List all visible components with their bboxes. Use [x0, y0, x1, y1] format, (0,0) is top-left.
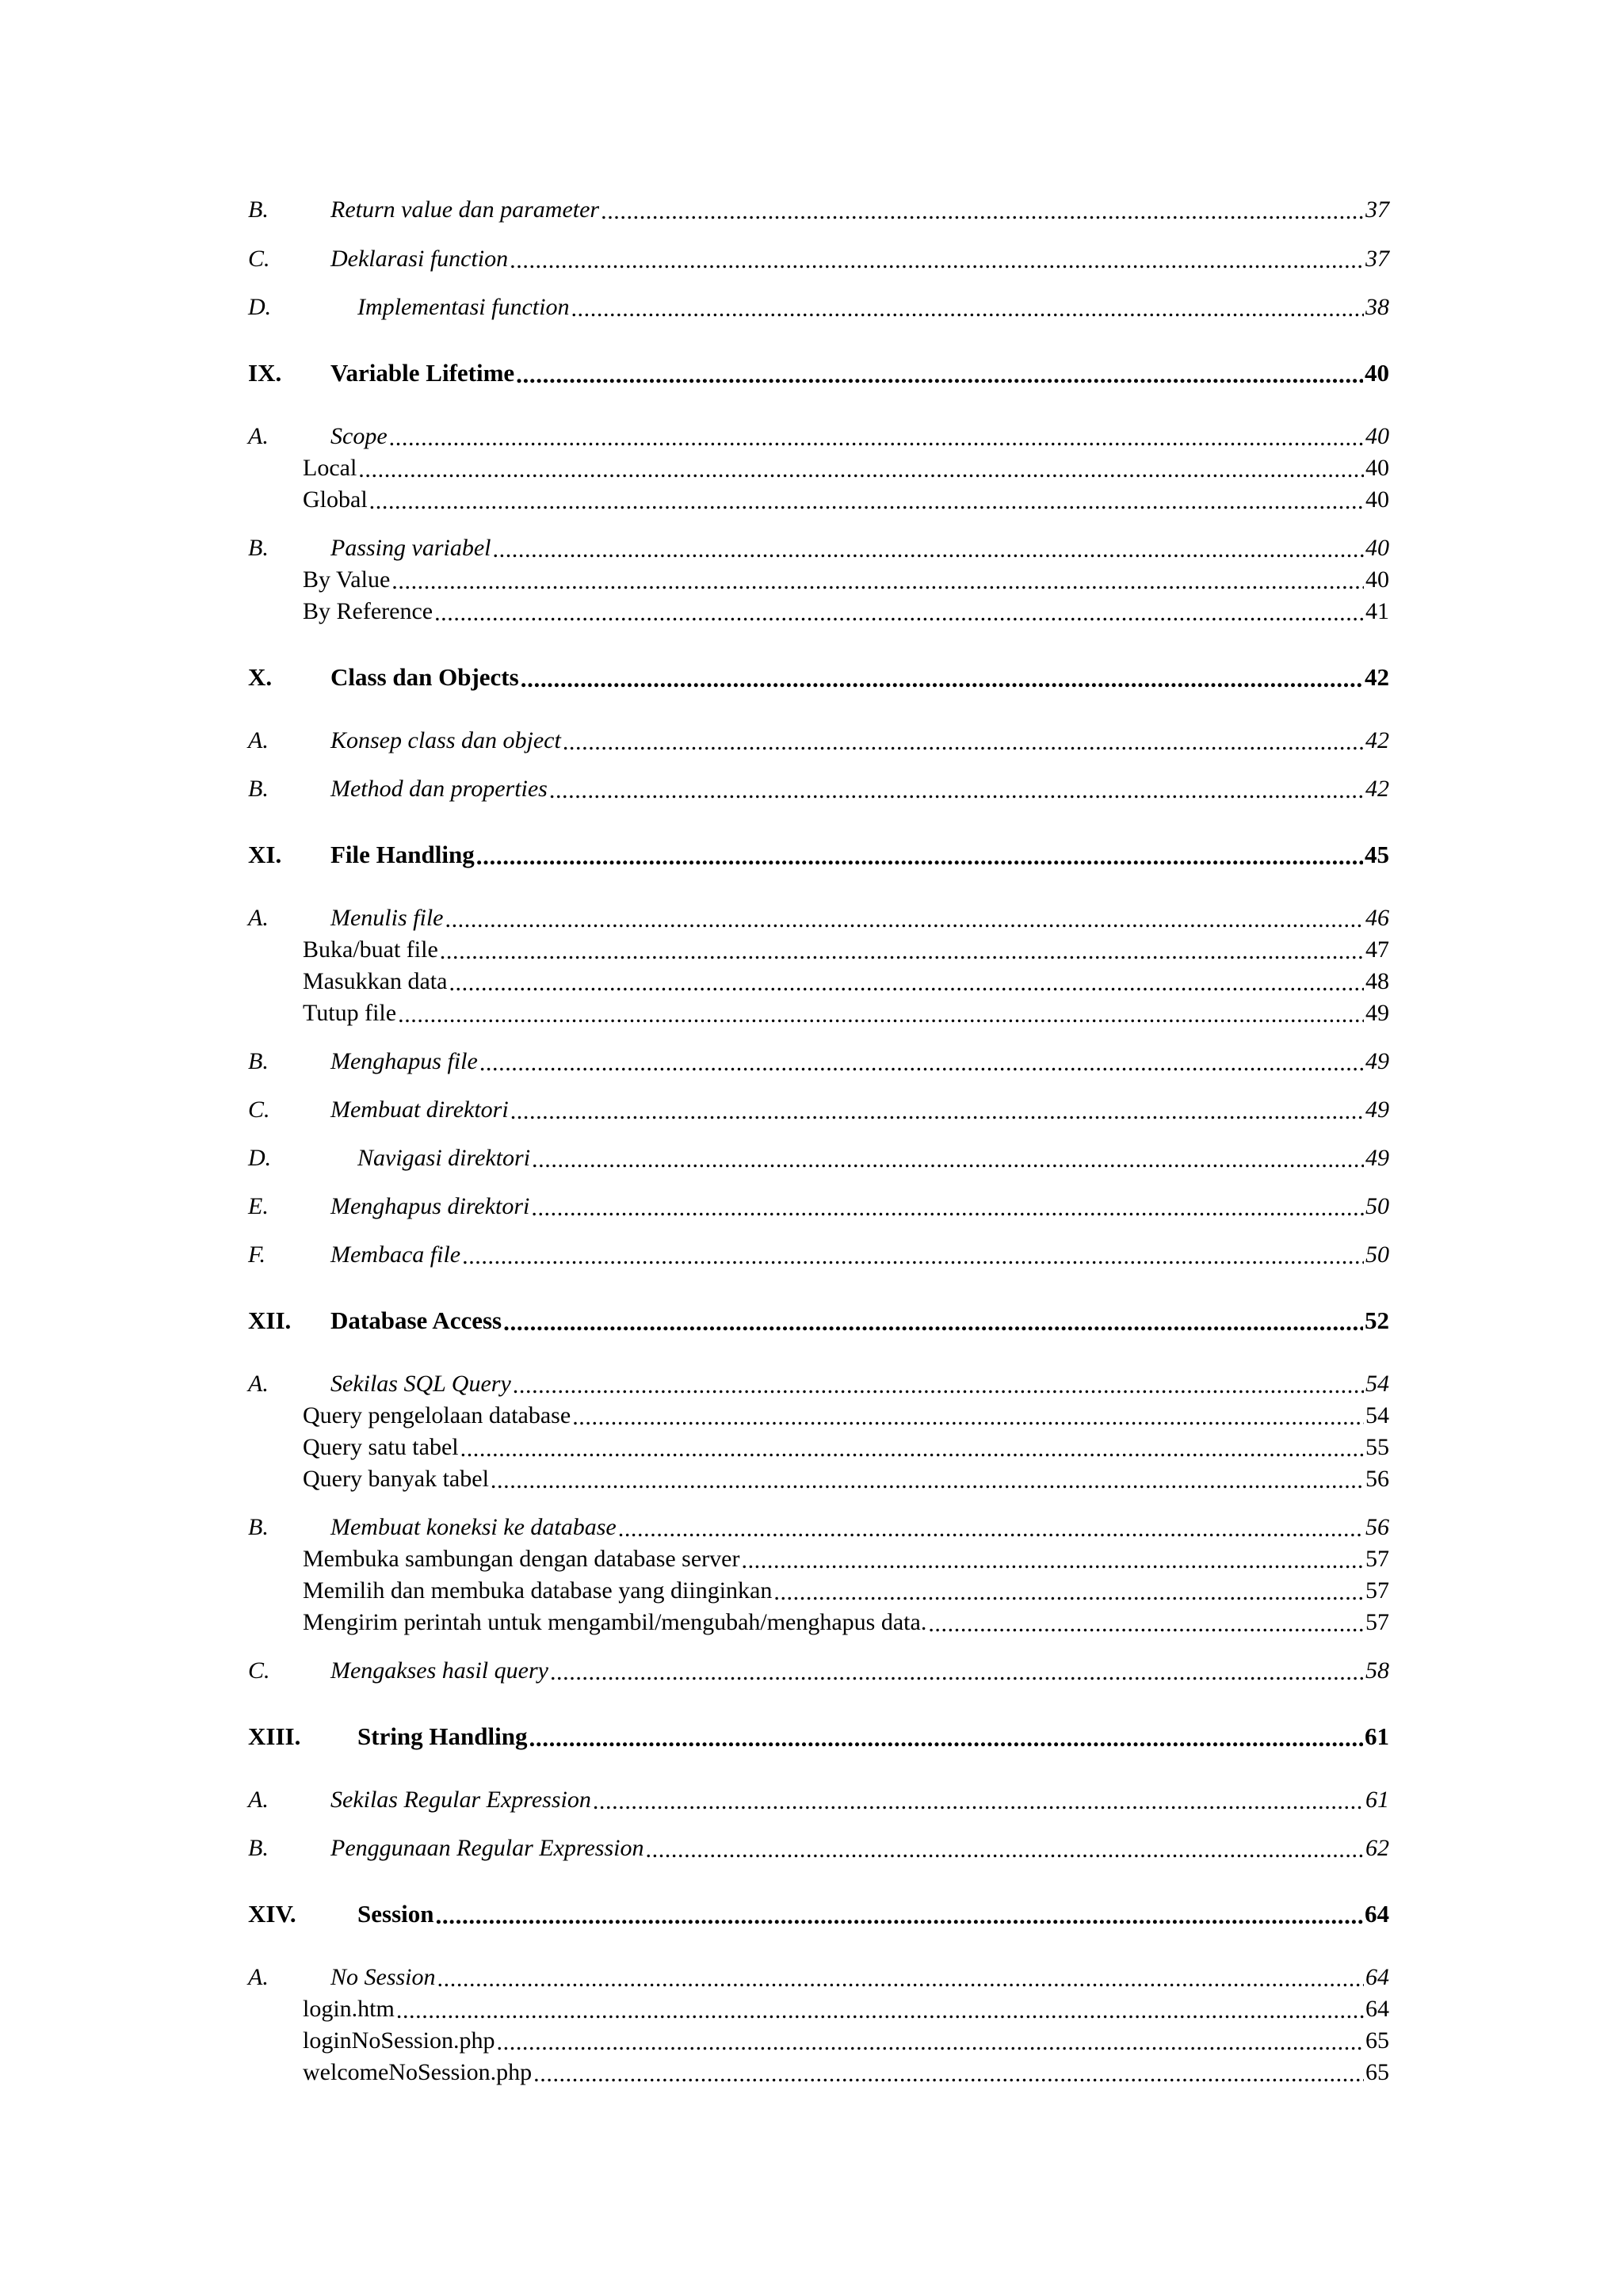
toc-entry-title: Deklarasi function	[330, 246, 509, 272]
toc-dot-leader	[503, 1308, 1363, 1333]
toc-section-entry	[248, 1145, 1389, 1172]
toc-entry-number: F.	[248, 1241, 265, 1268]
toc-subitem-entry	[303, 1434, 1389, 1461]
toc-entry-title: Menghapus file	[330, 1048, 478, 1074]
toc-section-entry	[248, 1964, 1389, 1991]
toc-entry-title: login.htm	[303, 1996, 395, 2022]
toc-dot-leader	[646, 1836, 1365, 1860]
toc-dot-leader	[532, 1146, 1364, 1170]
toc-page-number: 56	[1365, 1514, 1389, 1540]
toc-entry-number: B.	[248, 1835, 269, 1861]
toc-entry-title: Mengirim perintah untuk mengambil/mengubah/menghapus data.	[303, 1609, 927, 1635]
toc-chapter-entry	[248, 841, 1389, 869]
toc-subitem-entry	[303, 2027, 1389, 2054]
toc-entry-number: A.	[248, 423, 269, 449]
toc-page-number: 47	[1365, 936, 1389, 963]
toc-entry-number: B.	[248, 535, 269, 561]
toc-entry-title: Tutup file	[303, 1000, 397, 1026]
toc-page-number: 55	[1365, 1434, 1389, 1460]
toc-entry-title: Menghapus direktori	[330, 1193, 530, 1219]
toc-entry-number: B.	[248, 776, 269, 802]
toc-chapter-entry	[248, 663, 1389, 692]
toc-entry-title: No Session	[330, 1964, 436, 1990]
toc-entry-number: XIV.	[248, 1900, 296, 1928]
toc-subitem-entry	[303, 455, 1389, 482]
toc-entry-number: E.	[248, 1193, 269, 1219]
toc-dot-leader	[434, 600, 1364, 624]
toc-page-number: 42	[1365, 663, 1389, 691]
toc-page-number: 61	[1365, 1722, 1389, 1750]
toc-entry-title: loginNoSession.php	[303, 2027, 495, 2054]
toc-section-entry	[248, 1514, 1389, 1541]
toc-entry-title: Session	[357, 1900, 434, 1928]
toc-dot-leader	[435, 1901, 1363, 1926]
toc-page-number: 37	[1365, 246, 1389, 272]
toc-page-number: 50	[1365, 1241, 1389, 1268]
toc-entry-title: String Handling	[357, 1722, 528, 1750]
toc-entry-title: Local	[303, 455, 357, 481]
toc-subitem-entry	[303, 1996, 1389, 2023]
toc-entry-number: C.	[248, 1657, 270, 1684]
toc-dot-leader	[741, 1547, 1364, 1571]
toc-page-number: 40	[1365, 423, 1389, 449]
toc-dot-leader	[529, 1724, 1364, 1749]
toc-section-entry	[248, 1371, 1389, 1398]
toc-entry-number: B.	[248, 1514, 269, 1540]
toc-page-number: 58	[1365, 1657, 1389, 1684]
toc-dot-leader	[550, 1659, 1364, 1683]
toc-subitem-entry	[303, 968, 1389, 995]
toc-entry-number: A.	[248, 1964, 269, 1990]
toc-dot-leader	[389, 425, 1364, 448]
toc-dot-leader	[369, 488, 1364, 512]
toc-subitem-entry	[303, 598, 1389, 625]
toc-section-entry	[248, 727, 1389, 754]
toc-dot-leader	[773, 1579, 1364, 1603]
toc-subitem-entry	[303, 2059, 1389, 2086]
toc-dot-leader	[493, 536, 1365, 560]
toc-entry-title: Scope	[330, 423, 388, 449]
toc-entry-title: Membuka sambungan dengan database server	[303, 1546, 740, 1572]
toc-entry-title: Global	[303, 486, 368, 513]
toc-entry-title: Buka/buat file	[303, 936, 438, 963]
toc-page-number: 64	[1365, 1996, 1389, 2022]
toc-page-number: 64	[1365, 1900, 1389, 1928]
toc-page-number: 49	[1365, 1000, 1389, 1026]
toc-dot-leader	[618, 1516, 1364, 1539]
toc-section-entry	[248, 905, 1389, 932]
toc-entry-number: XII.	[248, 1306, 292, 1334]
toc-entry-number: C.	[248, 246, 270, 272]
toc-section-entry	[248, 776, 1389, 803]
toc-entry-number: A.	[248, 1371, 269, 1397]
toc-section-entry	[248, 1787, 1389, 1814]
toc-page-number: 42	[1365, 727, 1389, 753]
toc-entry-title: Menulis file	[330, 905, 444, 931]
toc-entry-title: Navigasi direktori	[357, 1145, 531, 1171]
toc-page-number: 40	[1365, 535, 1389, 561]
toc-page-number: 40	[1365, 486, 1389, 513]
toc-section-entry	[248, 1657, 1389, 1684]
toc-section-entry	[248, 423, 1389, 450]
toc-entry-title: welcomeNoSession.php	[303, 2059, 533, 2085]
toc-page-number: 61	[1365, 1787, 1389, 1813]
toc-dot-leader	[497, 2029, 1364, 2053]
toc-dot-leader	[928, 1611, 1364, 1634]
toc-dot-leader	[513, 1372, 1364, 1396]
toc-entry-number: X.	[248, 663, 273, 691]
toc-page-number: 45	[1365, 841, 1389, 868]
toc-dot-leader	[491, 1467, 1364, 1491]
toc-entry-title: Konsep class dan object	[330, 727, 561, 753]
toc-entry-title: Passing variabel	[330, 535, 491, 561]
toc-entry-number: D.	[248, 294, 272, 320]
toc-dot-leader	[462, 1243, 1364, 1267]
toc-dot-leader	[476, 842, 1363, 867]
toc-entry-title: Implementasi function	[357, 294, 570, 320]
toc-entry-title: Class dan Objects	[330, 663, 519, 691]
toc-page-number: 41	[1365, 598, 1389, 624]
toc-entry-number: IX.	[248, 359, 282, 387]
toc-page-number: 65	[1365, 2059, 1389, 2085]
toc-page-number: 49	[1365, 1097, 1389, 1123]
toc-dot-leader	[445, 906, 1364, 930]
toc-entry-title: Variable Lifetime	[330, 359, 515, 387]
toc-subitem-entry	[303, 1577, 1389, 1604]
toc-page-number: 40	[1365, 455, 1389, 481]
toc-dot-leader	[460, 1436, 1364, 1459]
toc-page-number: 57	[1365, 1577, 1389, 1604]
toc-dot-leader	[531, 1195, 1364, 1219]
toc-entry-title: By Value	[303, 566, 391, 593]
toc-subitem-entry	[303, 1466, 1389, 1493]
toc-page-number: 40	[1365, 359, 1389, 387]
toc-section-entry	[248, 246, 1389, 273]
toc-entry-title: Database Access	[330, 1306, 502, 1334]
toc-entry-title: Query banyak tabel	[303, 1466, 489, 1492]
toc-subitem-entry	[303, 1609, 1389, 1636]
toc-dot-leader	[398, 1001, 1364, 1025]
toc-section-entry	[248, 1193, 1389, 1220]
toc-dot-leader	[521, 665, 1363, 689]
toc-entry-number: A.	[248, 727, 269, 753]
toc-subitem-entry	[303, 566, 1389, 593]
toc-dot-leader	[510, 1098, 1364, 1122]
toc-page-number: 57	[1365, 1546, 1389, 1572]
toc-entry-title: Query pengelolaan database	[303, 1402, 571, 1428]
toc-dot-leader	[449, 970, 1364, 994]
toc-page-number: 49	[1365, 1145, 1389, 1171]
toc-dot-leader	[391, 568, 1364, 592]
toc-entry-number: XI.	[248, 841, 282, 868]
toc-page-number: 62	[1365, 1835, 1389, 1861]
toc-dot-leader	[601, 198, 1364, 222]
toc-page-number: 52	[1365, 1306, 1389, 1334]
toc-page-number: 40	[1365, 566, 1389, 593]
toc-entry-number: A.	[248, 905, 269, 931]
toc-entry-number: D.	[248, 1145, 272, 1171]
toc-page-number: 42	[1365, 776, 1389, 802]
toc-entry-number: C.	[248, 1097, 270, 1123]
toc-chapter-entry	[248, 1722, 1389, 1751]
toc-entry-number: XIII.	[248, 1722, 301, 1750]
toc-page-number: 38	[1365, 294, 1389, 320]
toc-entry-title: Return value dan parameter	[330, 196, 600, 223]
toc-page-number: 65	[1365, 2027, 1389, 2054]
toc-entry-title: Memilih dan membuka database yang diinginkan	[303, 1577, 773, 1604]
toc-section-entry	[248, 1048, 1389, 1075]
toc-page-number: 56	[1365, 1466, 1389, 1492]
toc-entry-title: Method dan properties	[330, 776, 548, 802]
toc-entry-title: By Reference	[303, 598, 433, 624]
toc-dot-leader	[516, 360, 1363, 385]
toc-chapter-entry	[248, 1900, 1389, 1928]
toc-section-entry	[248, 535, 1389, 562]
toc-dot-leader	[440, 938, 1364, 962]
toc-entry-title: Sekilas SQL Query	[330, 1371, 511, 1397]
toc-page-number: 37	[1365, 196, 1389, 223]
toc-page-number: 54	[1365, 1371, 1389, 1397]
toc-dot-leader	[563, 729, 1364, 753]
toc-page-number: 64	[1365, 1964, 1389, 1990]
toc-section-entry	[248, 1241, 1389, 1268]
toc-entry-title: Penggunaan Regular Expression	[330, 1835, 644, 1861]
toc-section-entry	[248, 294, 1389, 321]
toc-dot-leader	[571, 296, 1364, 319]
toc-chapter-entry	[248, 359, 1389, 387]
toc-entry-number: B.	[248, 1048, 269, 1074]
toc-page-number: 57	[1365, 1609, 1389, 1635]
toc-entry-title: Mengakses hasil query	[330, 1657, 548, 1684]
toc-page-number: 46	[1365, 905, 1389, 931]
toc-page-number: 49	[1365, 1048, 1389, 1074]
toc-entry-title: Membuat direktori	[330, 1097, 509, 1123]
toc-entry-title: Membaca file	[330, 1241, 461, 1268]
toc-entry-number: A.	[248, 1787, 269, 1813]
toc-entry-number: B.	[248, 196, 269, 223]
toc-page-number: 54	[1365, 1402, 1389, 1428]
toc-subitem-entry	[303, 936, 1389, 963]
toc-dot-leader	[533, 2061, 1364, 2084]
toc-entry-title: Sekilas Regular Expression	[330, 1787, 591, 1813]
toc-dot-leader	[572, 1404, 1364, 1428]
toc-dot-leader	[358, 456, 1364, 480]
toc-dot-leader	[549, 777, 1364, 801]
toc-subitem-entry	[303, 1402, 1389, 1429]
toc-dot-leader	[510, 247, 1364, 271]
toc-section-entry	[248, 196, 1389, 223]
toc-subitem-entry	[303, 486, 1389, 513]
toc-subitem-entry	[303, 1000, 1389, 1027]
toc-page-number: 50	[1365, 1193, 1389, 1219]
toc-entry-title: Membuat koneksi ke database	[330, 1514, 617, 1540]
toc-section-entry	[248, 1097, 1389, 1123]
toc-dot-leader	[396, 1997, 1364, 2021]
toc-dot-leader	[593, 1788, 1364, 1812]
toc-chapter-entry	[248, 1306, 1389, 1335]
toc-subitem-entry	[303, 1546, 1389, 1573]
toc-page-number: 48	[1365, 968, 1389, 994]
toc-section-entry	[248, 1835, 1389, 1862]
toc-entry-title: Masukkan data	[303, 968, 448, 994]
toc-entry-title: File Handling	[330, 841, 475, 868]
toc-entry-title: Query satu tabel	[303, 1434, 459, 1460]
toc-dot-leader	[479, 1050, 1364, 1074]
toc-dot-leader	[437, 1966, 1364, 1989]
